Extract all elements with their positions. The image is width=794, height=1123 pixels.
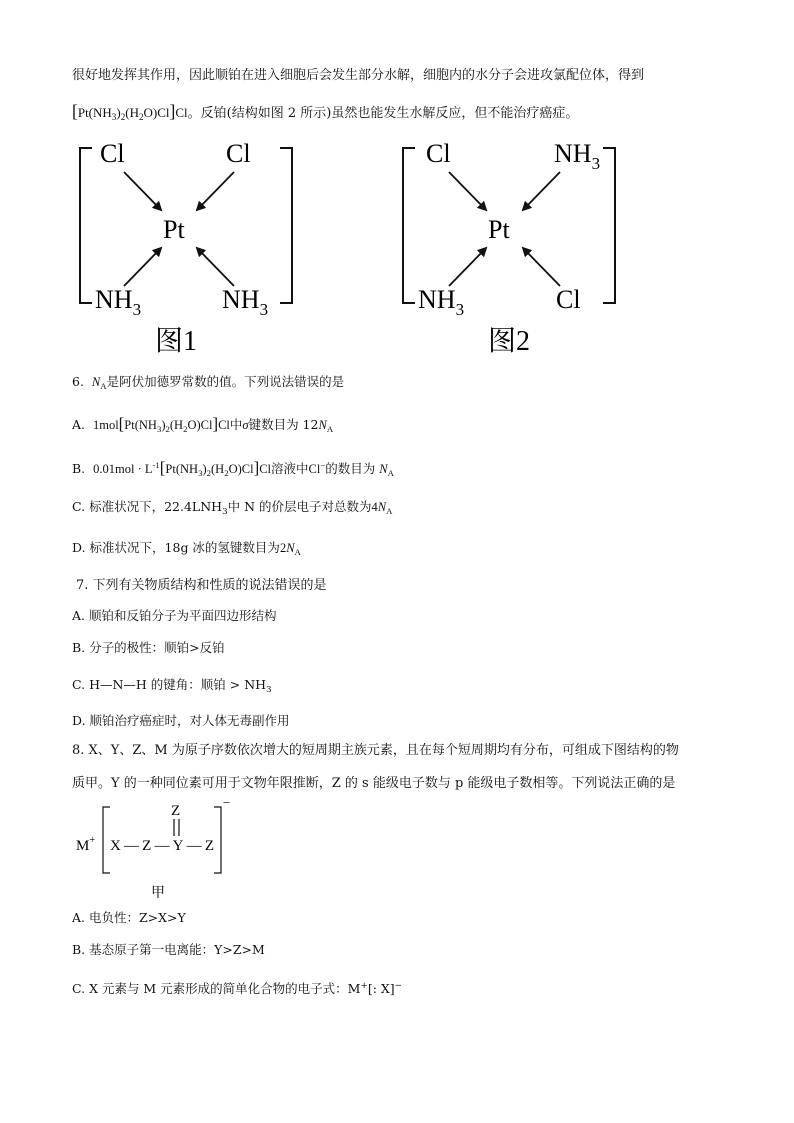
fig1-cl-top-left: Cl (100, 139, 125, 168)
top-z: Z (171, 803, 181, 819)
q6-stem: 6. $N_A$是阿伏加德罗常数的值。下列说法错误的是 (72, 374, 345, 392)
q6-option-c: C. 标准状况下，$22.4LNH_3$中 N 的价层电子对总数为$4N_A$ (72, 499, 393, 518)
q7-option-b: B. 分子的极性：顺铂>反铂 (72, 640, 225, 655)
figure-1-cisplatin (80, 139, 292, 357)
q6-option-b: B. $0.01mol \cdot L^{-1}[Pt(NH_3)_2(H_2O)Cl]Cl$溶液中Cl−的数目为 $N_A$ (72, 457, 394, 478)
fig1-nh-bottom-right: $NH_3$ (222, 285, 269, 319)
q7-option-c: C. H—N—H 的键角：顺铂 > $NH_3$ (72, 677, 272, 696)
anion-chain: X—Z—Y—Z (110, 838, 214, 854)
compound-jia-structure (70, 795, 270, 905)
fig2-nh-top-right: $NH_3$ (554, 139, 601, 173)
fig2-caption: 图2 (488, 326, 531, 357)
fig1-nh-bottom-left: $NH_3$ (95, 285, 142, 319)
intro-line-1: 很好地发挥其作用，因此顺铂在进入细胞后会发生部分水解，细胞内的水分子会进攻氯配位体，得到 (72, 68, 645, 83)
hydrolysis-formula: $Pt(NH_3)_2(H_2O)Cl$ (77, 105, 170, 123)
anion-charge: − (223, 795, 231, 810)
figure-2-transplatin (403, 139, 615, 357)
q6-option-a: A. $1mol[Pt(NH_3)_2(H_2O)Cl]Cl$中σ键数目为 $12N_A$ (72, 414, 334, 435)
m-cation: M+ (76, 835, 95, 854)
q8-option-b: B. 基态原子第一电离能：Y>Z>M (72, 942, 265, 957)
q8-option-c: C. X 元素与 M 元素形成的简单化合物的电子式：M+[: X]− (72, 980, 403, 996)
fig1-pt: Pt (163, 215, 185, 244)
fig1-caption: 图1 (155, 326, 198, 357)
q8-stem-line-1: 8. X、Y、Z、M 为原子序数依次增大的短周期主族元素，且在每个短周期均有分布，可组成下图结构的物 (72, 743, 679, 758)
fig2-nh-bottom-left: $NH_3$ (418, 285, 465, 319)
fig2-pt: Pt (488, 215, 510, 244)
q8-stem-line-2: 质甲。Y 的一种同位素可用于文物年限推断，Z 的 s 能级电子数与 p 能级电子数相等。下列说法正确的是 (72, 776, 676, 791)
q8-option-a: A. 电负性：Z>X>Y (72, 910, 186, 925)
structure-figures (0, 138, 794, 368)
intro-line-2: $[Pt(NH_3)_2(H_2O)Cl]Cl$。反铂(结构如图 2 所示)虽然也能发生水解反应，但不能治疗癌症。 (72, 101, 579, 123)
fig2-cl-top-left: Cl (426, 139, 451, 168)
q7-stem: 7. 下列有关物质结构和性质的说法错误的是 (76, 578, 327, 593)
q7-option-a: A. 顺铂和反铂分子为平面四边形结构 (72, 608, 277, 623)
q6-option-d: D. 标准状况下，18g 冰的氢键数目为$2N_A$ (72, 540, 301, 558)
q7-option-d: D. 顺铂治疗癌症时，对人体无毒副作用 (72, 713, 290, 728)
compound-caption: 甲 (151, 886, 165, 901)
fig2-cl-bottom-right: Cl (556, 285, 581, 314)
fig1-cl-top-right: Cl (226, 139, 251, 168)
